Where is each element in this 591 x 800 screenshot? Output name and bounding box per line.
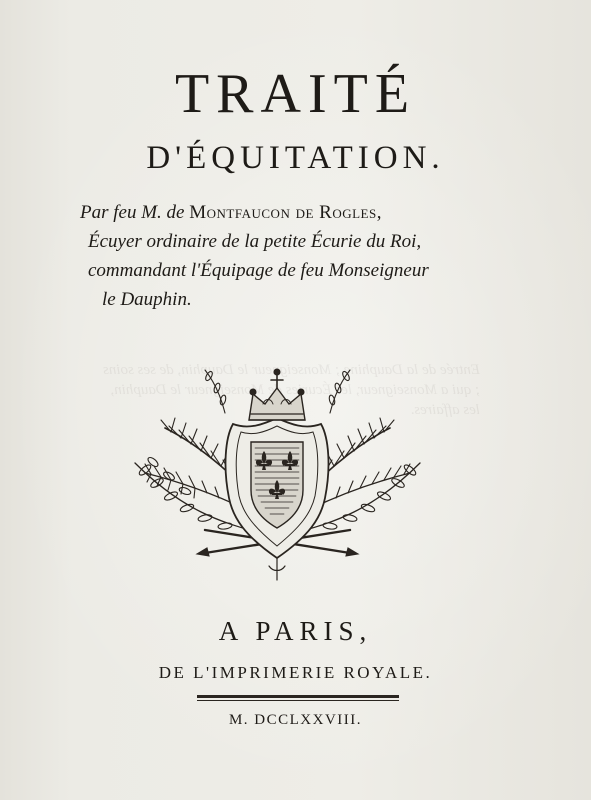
rule-thick: [197, 695, 399, 698]
publication-date: M. DCCLXXVIII.: [228, 712, 363, 728]
author-prefix: Par feu M. de: [80, 202, 190, 223]
imprint-city: A PARIS,: [218, 616, 373, 646]
author-line-2: Écuyer ordinaire de la petite Écurie du Roi,: [88, 231, 422, 252]
author-name: Montfaucon de Rogles,: [189, 202, 382, 223]
imprint-printer: DE L'IMPRIMERIE ROYALE.: [158, 663, 433, 682]
royal-arms-crown-fleur-de-lis-icon: [125, 358, 430, 583]
author-line-3: commandant l'Équipage de feu Monseigneur: [88, 260, 429, 281]
double-rule-divider: [197, 695, 399, 702]
author-line-1: [80, 198, 520, 227]
author-block: [80, 198, 520, 314]
show-through-text: Entrée de la Dauphine ; Monseigneur le Dauphin, de ses soins ; qui a Monseigneur, les Écuries de Monseigneur le Dauphin, les affaires.: [102, 362, 480, 418]
title-traite: TRAITÉ: [174, 63, 417, 125]
rule-thin: [197, 700, 399, 701]
author-line-4: le Dauphin.: [102, 289, 192, 310]
title-equitation: D'ÉQUITATION.: [146, 140, 445, 176]
